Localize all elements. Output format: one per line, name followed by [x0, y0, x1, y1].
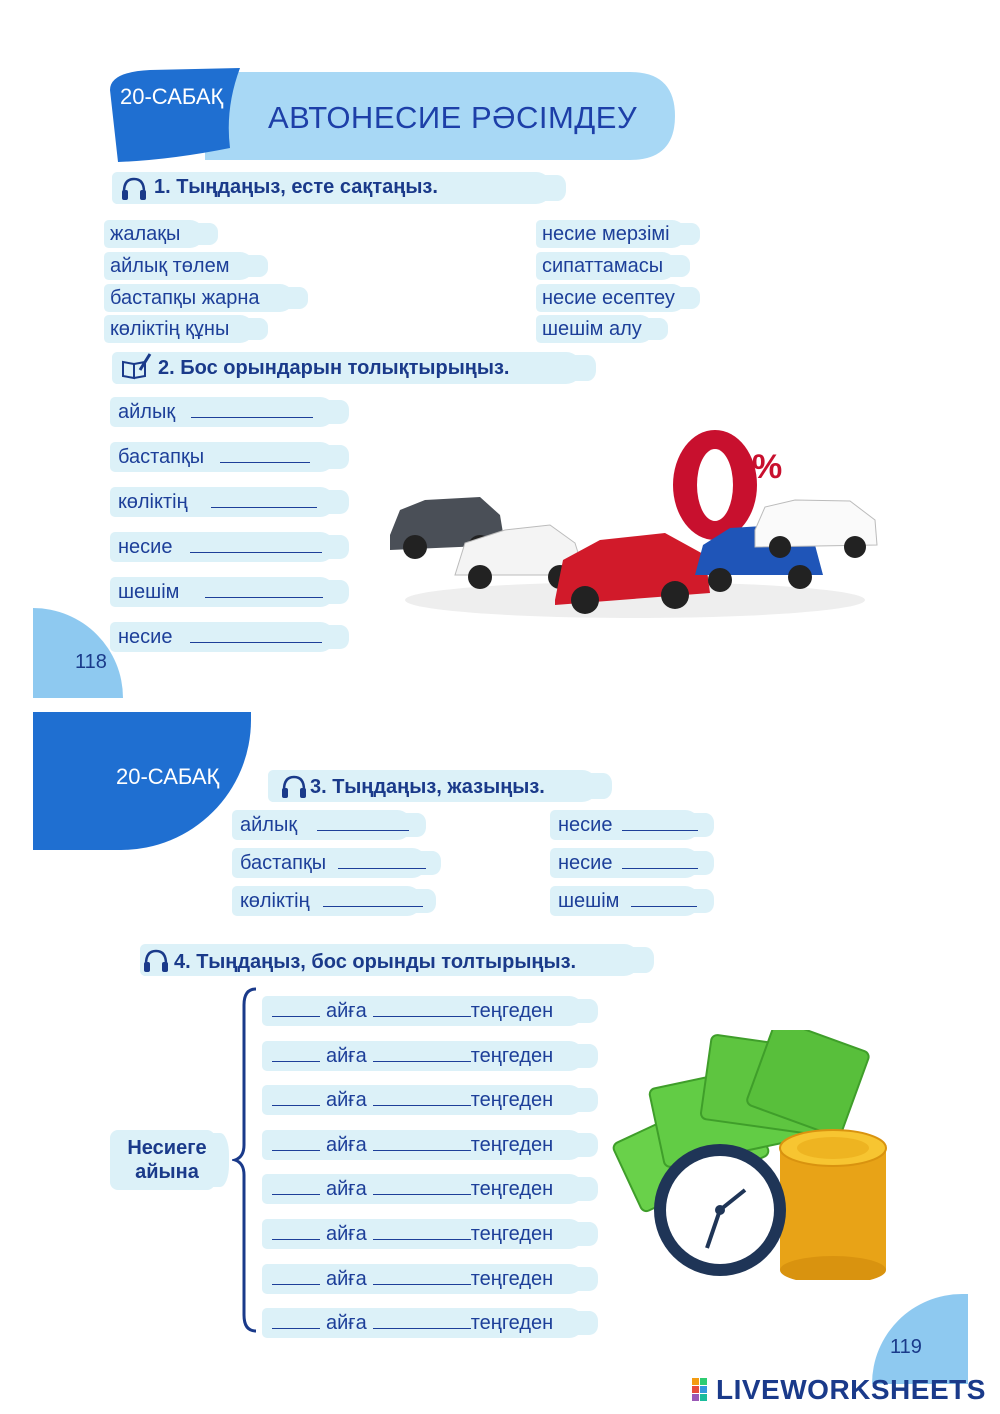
task4-tenge-word: теңгеден	[470, 1044, 554, 1067]
task4-month-word: айға	[326, 1267, 367, 1290]
lesson-label: 20-САБАҚ	[120, 84, 224, 109]
word-left-3: бастапқы жарна	[110, 287, 260, 309]
task4-instruction: 4. Тыңдаңыз, бос орынды толтырыңыз.	[174, 951, 577, 973]
task2-instruction: 2. Бос орындарын толықтырыңыз.	[158, 357, 510, 379]
footer-brand: LIVEWORKSHEETS	[716, 1374, 986, 1405]
task4-months-blank[interactable]	[272, 998, 320, 1017]
task2-item-5-label: шешім	[118, 581, 180, 603]
money-clock-image	[595, 1030, 895, 1280]
task4-tenge-word: теңгеден	[470, 1223, 554, 1245]
task2-blank-2[interactable]	[220, 444, 310, 463]
page-title: АВТОНЕСИЕ РӘСІМДЕУ	[268, 100, 638, 135]
task4-row	[272, 1175, 553, 1203]
task1-instruction: 1. Тыңдаңыз, есте сақтаңыз.	[154, 176, 438, 198]
word-right-3: несие есептеу	[542, 287, 675, 309]
task3-instruction: 3. Тыңдаңыз, жазыңыз.	[310, 776, 545, 798]
task4-amount-blank[interactable]	[373, 1221, 471, 1240]
task4-month-word: айға	[326, 1312, 367, 1335]
task4-tenge-word: теңгеден	[470, 1000, 554, 1022]
task2-blank-4[interactable]	[190, 534, 322, 553]
task4-months-blank[interactable]	[272, 1132, 320, 1151]
task4-tenge-word: теңгеден	[470, 1312, 554, 1335]
task3-right-2	[558, 849, 698, 877]
task3-left-2	[240, 849, 426, 877]
task4-row	[272, 1309, 553, 1337]
task2-item-6-label: несие	[118, 626, 173, 648]
task4-month-word: айға	[326, 1223, 367, 1245]
task2-item-5	[118, 578, 323, 606]
task4-row	[272, 997, 553, 1025]
task2-item-6	[118, 623, 322, 651]
task3-right-3-label: шешім	[558, 890, 620, 912]
word-right-4: шешім алу	[542, 318, 642, 340]
task3-left-2-label: бастапқы	[240, 852, 327, 874]
curly-brace-icon	[232, 985, 262, 1335]
task3-blank-right-3[interactable]	[631, 888, 697, 907]
book-pencil-icon	[120, 352, 152, 380]
task3-blank-left-3[interactable]	[323, 888, 423, 907]
task4-row	[272, 1042, 553, 1070]
task3-blank-left-1[interactable]	[317, 812, 409, 831]
word-left-2: айлық төлем	[110, 255, 230, 277]
task2-blank-1[interactable]	[191, 399, 313, 418]
headphones-icon	[280, 774, 308, 800]
task4-month-word: айға	[326, 1089, 367, 1112]
task4-tenge-word: теңгеден	[470, 1178, 554, 1201]
task4-months-blank[interactable]	[272, 1087, 320, 1106]
task2-item-1-label: айлық	[118, 401, 176, 423]
headphones-icon	[142, 948, 170, 974]
task4-row	[272, 1131, 553, 1159]
task4-row	[272, 1086, 553, 1114]
task3-right-3	[558, 887, 697, 915]
task3-right-2-label: несие	[558, 852, 613, 874]
page2-lesson-label: 20-САБАҚ	[116, 764, 220, 789]
task4-amount-blank[interactable]	[373, 1176, 471, 1195]
page-number-left: 118	[75, 651, 107, 673]
task2-blank-6[interactable]	[190, 624, 322, 643]
task3-blank-left-2[interactable]	[338, 850, 426, 869]
task4-row	[272, 1265, 553, 1293]
task4-amount-blank[interactable]	[373, 1087, 471, 1106]
task4-months-blank[interactable]	[272, 1043, 320, 1062]
task4-months-blank[interactable]	[272, 1176, 320, 1195]
page-number-right: 119	[890, 1336, 922, 1358]
money-clock-illustration	[595, 1030, 895, 1280]
task3-blank-right-2[interactable]	[622, 850, 698, 869]
task2-item-2-label: бастапқы	[118, 446, 205, 468]
task4-months-blank[interactable]	[272, 1221, 320, 1240]
task4-amount-blank[interactable]	[373, 1310, 471, 1329]
word-right-1: несие мерзімі	[542, 223, 670, 245]
headphones-icon	[120, 176, 148, 202]
task2-item-2	[118, 443, 310, 471]
cars-image	[385, 425, 895, 625]
word-right-2: сипаттамасы	[542, 255, 664, 277]
task2-blank-5[interactable]	[205, 579, 323, 598]
task4-tenge-word: теңгеден	[470, 1133, 554, 1156]
task4-month-word: айға	[326, 1133, 367, 1156]
task4-amount-blank[interactable]	[373, 1132, 471, 1151]
task3-right-1-label: несие	[558, 814, 613, 836]
task4-tenge-word: теңгеден	[470, 1089, 554, 1112]
task4-tenge-word: теңгеден	[470, 1267, 554, 1290]
task3-left-3	[240, 887, 423, 915]
task3-right-1	[558, 811, 698, 839]
task3-blank-right-1[interactable]	[622, 812, 698, 831]
task4-month-word: айға	[326, 1044, 367, 1067]
task4-month-word: айға	[326, 1178, 367, 1201]
task2-item-3-label: көліктің	[118, 491, 188, 513]
percent-label: %	[752, 448, 783, 486]
task2-item-1	[118, 398, 313, 426]
task4-amount-blank[interactable]	[373, 998, 471, 1017]
task2-item-3	[118, 488, 317, 516]
task4-amount-blank[interactable]	[373, 1043, 471, 1062]
task4-amount-blank[interactable]	[373, 1266, 471, 1285]
task4-months-blank[interactable]	[272, 1266, 320, 1285]
task4-label-line2: айына	[135, 1161, 199, 1183]
task3-left-3-label: көліктің	[240, 890, 310, 912]
task4-label-line1: Несиеге	[127, 1137, 207, 1159]
cars-illustration	[385, 425, 895, 625]
task2-item-4-label: несие	[118, 536, 173, 558]
task2-item-4	[118, 533, 322, 561]
task4-label	[112, 1136, 222, 1184]
task3-left-1	[240, 811, 409, 839]
task4-month-word: айға	[326, 1000, 367, 1022]
task4-months-blank[interactable]	[272, 1310, 320, 1329]
task4-row	[272, 1220, 553, 1248]
task2-blank-3[interactable]	[211, 489, 317, 508]
liveworksheets-logo-icon	[692, 1378, 716, 1402]
word-left-1: жалақы	[110, 223, 181, 245]
task3-left-1-label: айлық	[240, 814, 298, 836]
word-left-4: көліктің құны	[110, 318, 230, 340]
